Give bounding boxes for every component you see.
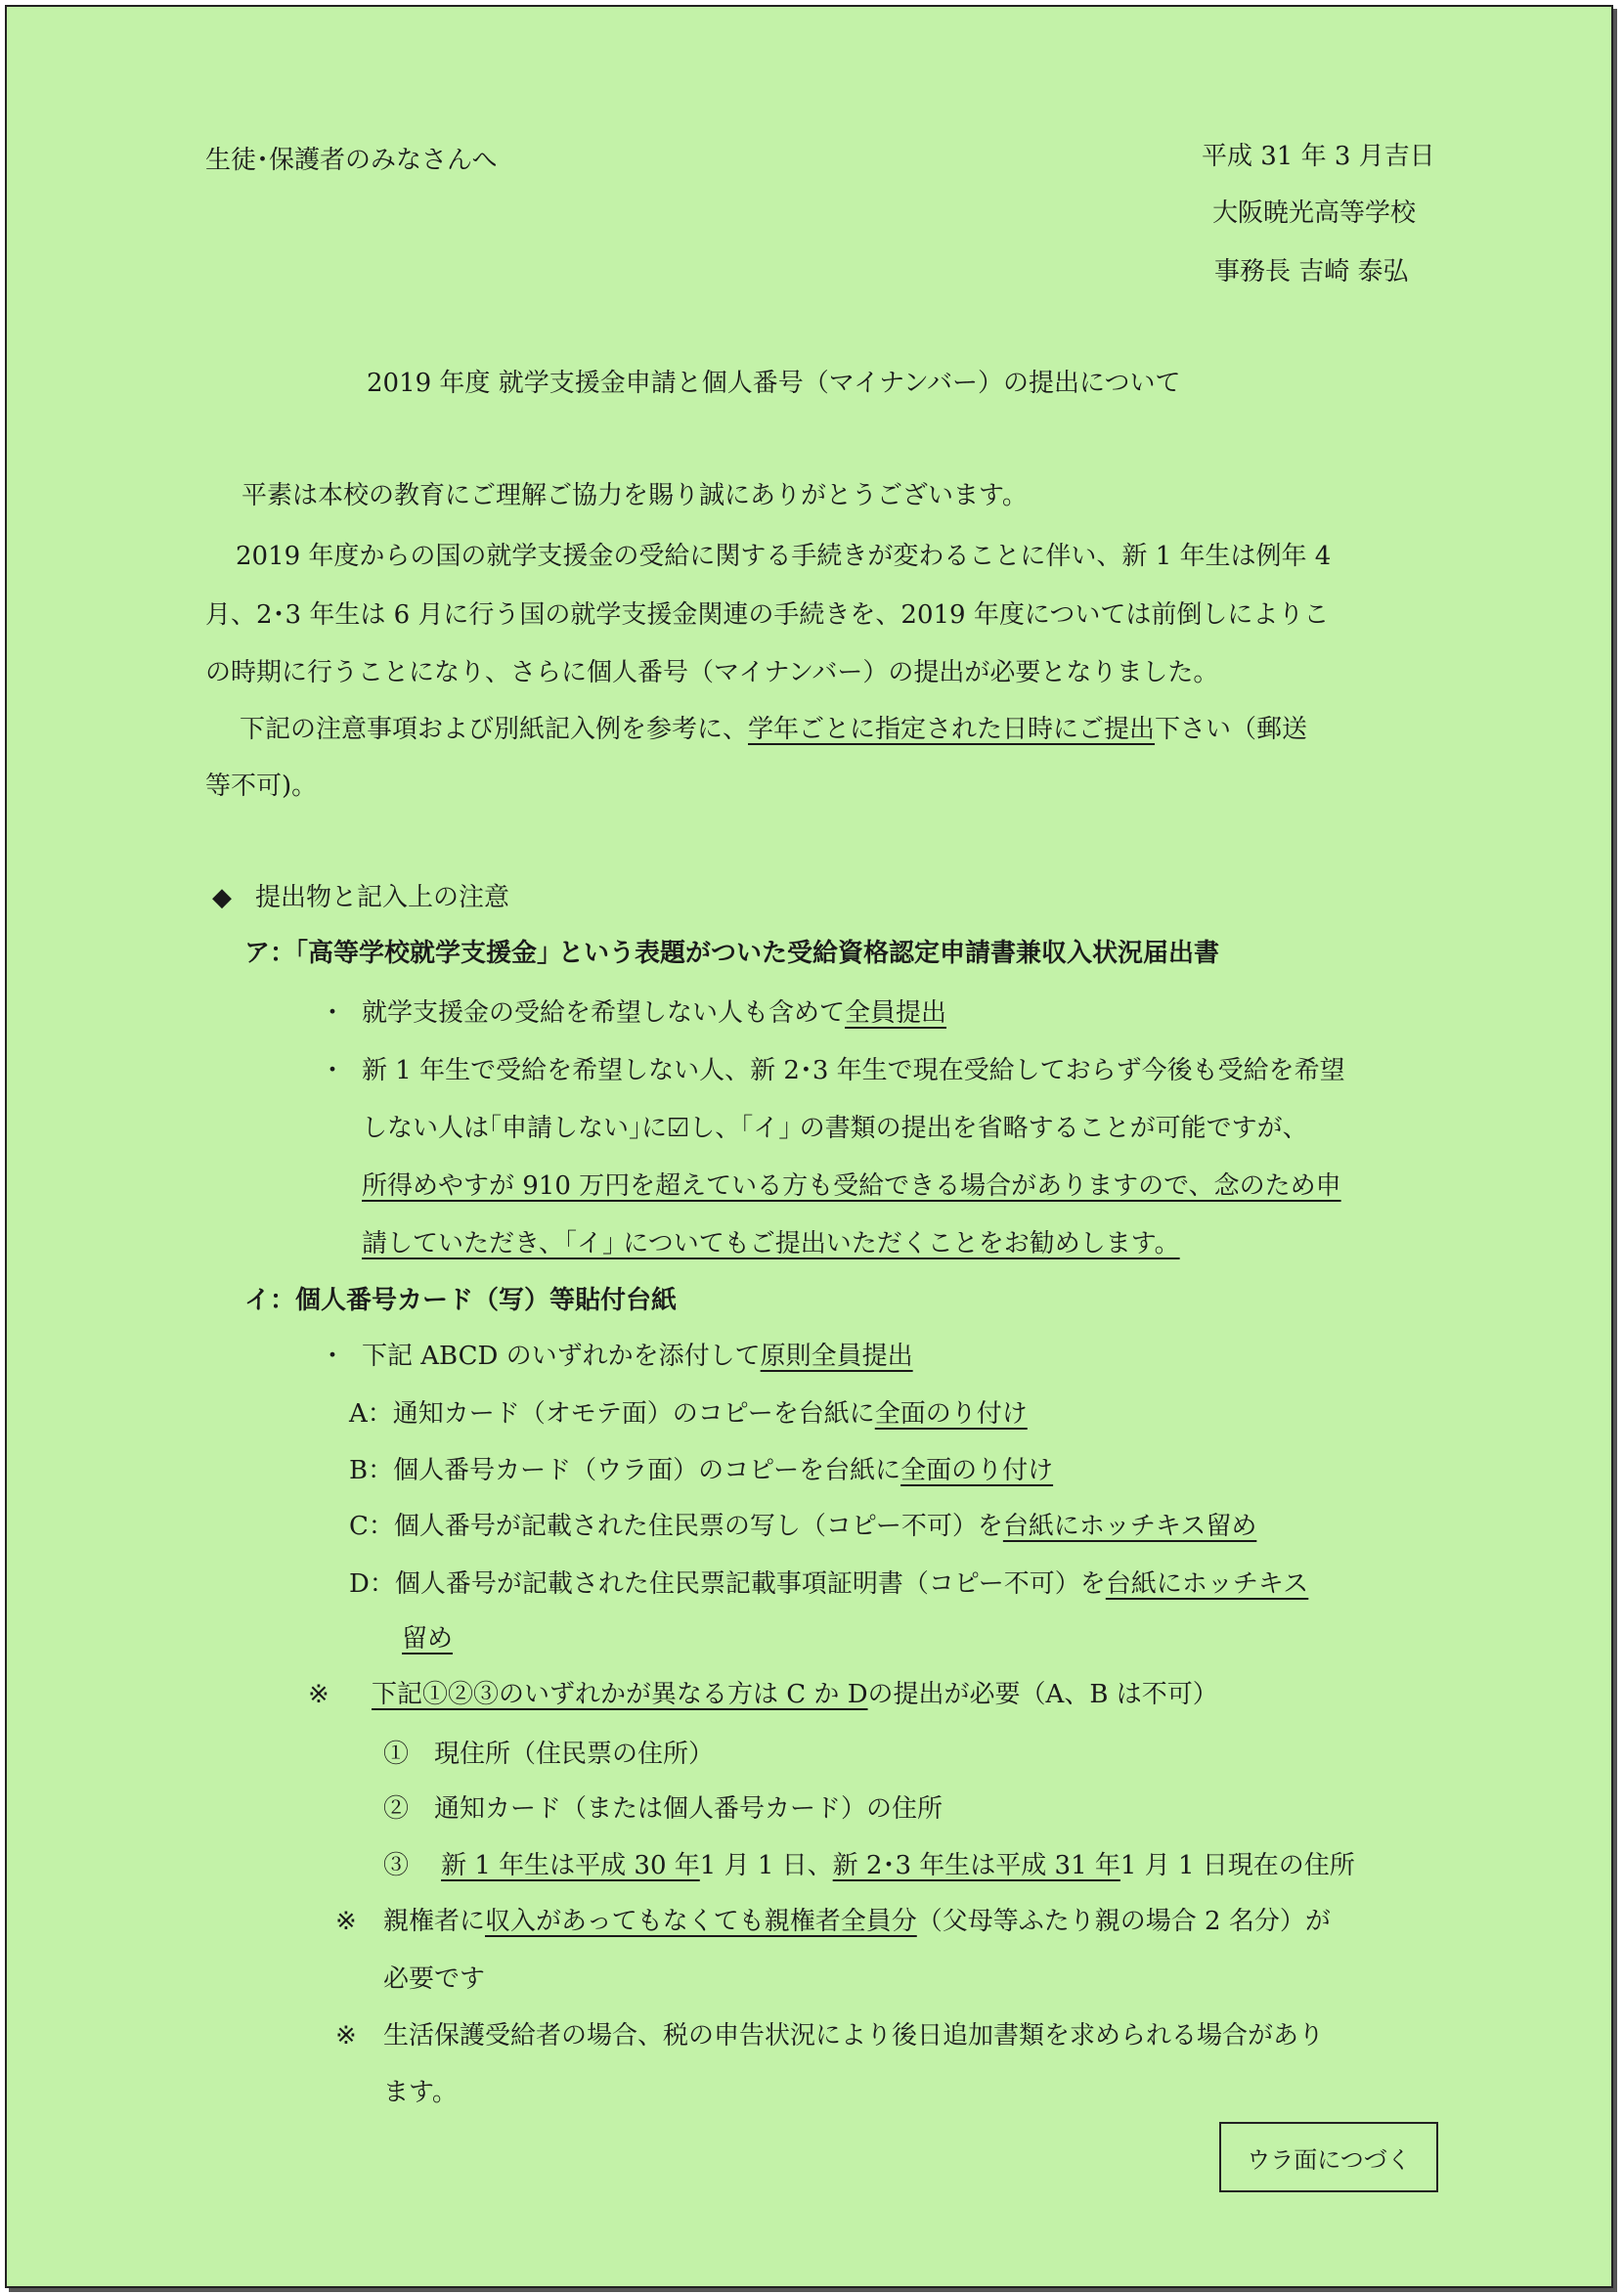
intro-paragraph-2-line-1: 2019 年度からの国の就学支援金の受給に関する手続きが変わることに伴い、新 1 年生は例年 4 xyxy=(236,542,1332,571)
underlined-text: 新 2･3 年生は平成 31 年 xyxy=(832,1851,1120,1880)
note-mark-icon: ※ xyxy=(308,1680,329,1709)
item-a-bullet-2-line-4: 請していただき、｢イ｣ についてもご提出いただくことをお勧めします。 xyxy=(362,1229,1180,1258)
note-3-line-2: ます。 xyxy=(383,2078,458,2107)
item-i-title: イ：個人番号カード（写）等貼付台紙 xyxy=(244,1286,678,1315)
text: D：個人番号が記載された住民票記載事項証明書（コピー不可）を xyxy=(349,1569,1106,1599)
section-heading: 提出物と記入上の注意 xyxy=(255,883,510,912)
item-i-bullet-1 xyxy=(362,1340,913,1373)
intro-paragraph-3-line-2: 等不可)。 xyxy=(205,772,318,801)
intro-paragraph-3-line-1 xyxy=(240,713,1307,746)
bullet-icon: ・ xyxy=(320,1342,346,1371)
diamond-icon: ◆ xyxy=(212,883,232,912)
text: ③ xyxy=(383,1851,410,1880)
note-3-line-1: 生活保護受給者の場合、税の申告状況により後日追加書類を求められる場合があり xyxy=(383,2021,1325,2051)
option-d-continued: 留め xyxy=(402,1624,454,1654)
text: （父母等ふたり親の場合 2 名分）が xyxy=(916,1907,1331,1936)
text: の提出が必要（A、B は不可） xyxy=(867,1680,1218,1709)
option-c xyxy=(349,1510,1256,1543)
underlined-text: 全面のり付け xyxy=(874,1399,1028,1429)
school-name: 大阪暁光高等学校 xyxy=(1212,199,1417,228)
document-page xyxy=(5,5,1613,2288)
condition-3 xyxy=(383,1849,1355,1882)
underlined-text: 全員提出 xyxy=(845,998,947,1028)
intro-paragraph-2-line-3: の時期に行うことになり、さらに個人番号（マイナンバー）の提出が必要となりました。 xyxy=(205,658,1219,687)
bullet-icon: ・ xyxy=(320,998,346,1028)
item-a-bullet-2-line-2: しない人は｢申請しない｣に☑し、｢イ｣ の書類の提出を省略することが可能ですが、 xyxy=(362,1114,1308,1143)
condition-1: ① 現住所（住民票の住所） xyxy=(383,1740,715,1769)
text: 親権者に xyxy=(383,1907,486,1936)
underlined-text: 台紙にホッチキス留め xyxy=(1002,1512,1257,1541)
underlined-deadline: 学年ごとに指定された日時にご提出 xyxy=(748,715,1156,744)
intro-paragraph-2-line-2: 月、2･3 年生は 6 月に行う国の就学支援金関連の手続きを、2019 年度については前倒しによりこ xyxy=(205,600,1330,630)
item-a-bullet-1 xyxy=(362,996,946,1030)
text: 下記 ABCD のいずれかを添付して xyxy=(362,1342,761,1371)
condition-2: ② 通知カード（または個人番号カード）の住所 xyxy=(383,1794,944,1824)
note-mark-icon: ※ xyxy=(335,2021,357,2051)
text: 就学支援金の受給を希望しない人も含めて xyxy=(362,998,846,1028)
item-a-bullet-2-line-3: 所得めやすが 910 万円を超えている方も受給できる場合がありますので、念のため申 xyxy=(362,1171,1341,1201)
text: 下さい（郵送 xyxy=(1155,715,1308,744)
option-d xyxy=(349,1567,1308,1601)
option-b xyxy=(349,1454,1053,1487)
text: A：通知カード（オモテ面）のコピーを台紙に xyxy=(349,1399,875,1429)
note-2-line-1 xyxy=(383,1905,1331,1938)
note-1 xyxy=(372,1678,1218,1711)
text: B：個人番号カード（ウラ面）のコピーを台紙に xyxy=(349,1456,901,1485)
text: 1 月 1 日現在の住所 xyxy=(1119,1851,1355,1880)
item-a-title: ア：｢高等学校就学支援金｣ という表題がついた受給資格認定申請書兼収入状況届出書 xyxy=(244,939,1220,968)
note-mark-icon: ※ xyxy=(335,1907,357,1936)
underlined-text: 原則全員提出 xyxy=(760,1342,913,1371)
item-a-bullet-2-line-1: 新 1 年生で受給を希望しない人、新 2･3 年生で現在受給しておらず今後も受給を希望 xyxy=(362,1056,1345,1085)
intro-paragraph-1: 平素は本校の教育にご理解ご協力を賜り誠にありがとうございます。 xyxy=(241,481,1028,510)
recipient: 生徒･保護者のみなさんへ xyxy=(205,146,498,175)
underlined-text: 全面のり付け xyxy=(900,1456,1054,1485)
text: C：個人番号が記載された住民票の写し（コピー不可）を xyxy=(349,1512,1003,1541)
document-title: 2019 年度 就学支援金申請と個人番号（マイナンバー）の提出について xyxy=(367,369,1181,398)
underlined-text: 台紙にホッチキス xyxy=(1105,1569,1309,1599)
underlined-text: 新 1 年生は平成 30 年 xyxy=(441,1851,700,1880)
text: 下記の注意事項および別紙記入例を参考に、 xyxy=(240,715,749,744)
bullet-icon: ・ xyxy=(320,1056,346,1085)
text: 1 月 1 日、 xyxy=(699,1851,833,1880)
underlined-text: 収入があってもなくても親権者全員分 xyxy=(485,1907,917,1936)
underlined-text: 下記①②③のいずれかが異なる方は C か D xyxy=(372,1680,868,1709)
sender-name: 事務長 吉崎 泰弘 xyxy=(1214,257,1409,287)
continue-on-back-box: ウラ面につづく xyxy=(1219,2122,1438,2192)
date: 平成 31 年 3 月吉日 xyxy=(1202,142,1435,171)
note-2-line-2: 必要です xyxy=(383,1964,486,1994)
option-a xyxy=(349,1397,1028,1431)
